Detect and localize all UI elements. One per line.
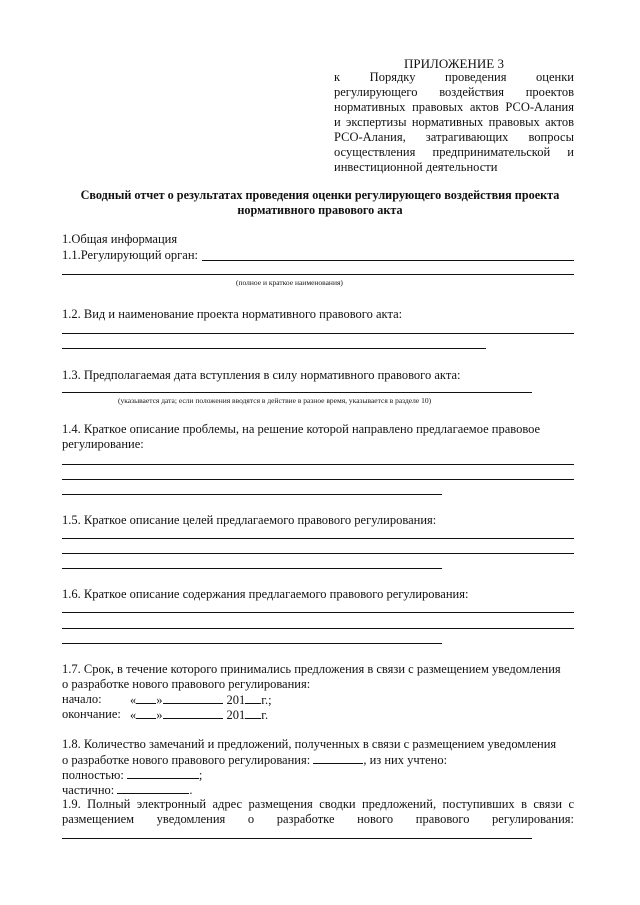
comments-text: о разработке нового правового регулирования: bbox=[62, 753, 311, 767]
year-blank[interactable] bbox=[245, 707, 261, 719]
problem-field-3[interactable] bbox=[62, 494, 442, 495]
address-label-1: 1.9. Полный электронный адрес размещения сводки предложений, поступивших в связи с bbox=[62, 797, 574, 811]
content-field-2[interactable] bbox=[62, 628, 574, 629]
goals-field-3[interactable] bbox=[62, 568, 442, 569]
goals-label: 1.5. Краткое описание целей предлагаемого правового регулирования: bbox=[62, 513, 437, 527]
year-blank[interactable] bbox=[245, 692, 261, 704]
quote-close: » bbox=[156, 693, 163, 707]
full-count-blank[interactable] bbox=[127, 767, 199, 779]
appendix-line: к Порядку проведения оценки bbox=[334, 70, 574, 84]
address-label-2: размещением уведомления о разработке нового правового регулирования: bbox=[62, 812, 574, 826]
quote-open: « bbox=[130, 708, 137, 722]
effective-date-label: 1.3. Предполагаемая дата вступления в силу нормативного правового акта: bbox=[62, 368, 461, 382]
day-blank[interactable] bbox=[136, 707, 156, 719]
appendix-line: нормативных правовых актов РСО-Алания bbox=[334, 100, 574, 114]
quote-close: » bbox=[156, 708, 163, 722]
partial-label: частично: bbox=[62, 783, 115, 797]
period-start-label: начало: bbox=[62, 692, 102, 706]
goals-field-2[interactable] bbox=[62, 553, 574, 554]
period-start-date[interactable] bbox=[130, 692, 272, 708]
goals-field[interactable] bbox=[62, 538, 574, 539]
appendix-line: инвестиционной деятельности bbox=[334, 160, 498, 174]
partial-accepted bbox=[62, 782, 192, 798]
problem-label-1: 1.4. Краткое описание проблемы, на решение которой направлено предлагаемое правовое bbox=[62, 422, 541, 436]
appendix-text bbox=[334, 70, 574, 175]
regulator-field[interactable] bbox=[202, 260, 574, 261]
regulator-caption: (полное и краткое наименования) bbox=[236, 278, 343, 287]
content-field[interactable] bbox=[62, 612, 574, 613]
appendix-line: регулирующего воздействия проектов bbox=[334, 85, 574, 99]
problem-field[interactable] bbox=[62, 464, 574, 465]
partial-count-blank[interactable] bbox=[117, 782, 189, 794]
year-prefix: 201 bbox=[226, 708, 246, 722]
content-field-3[interactable] bbox=[62, 643, 442, 644]
appendix-line: РСО-Алания, затрагивающих вопросы bbox=[334, 130, 574, 144]
period-end-date[interactable] bbox=[130, 707, 268, 723]
appendix-line: и экспертизы нормативных правовых актов bbox=[334, 115, 574, 129]
full-end: ; bbox=[198, 768, 203, 782]
appendix-title: ПРИЛОЖЕНИЕ 3 bbox=[404, 56, 504, 71]
effective-date-caption: (указывается дата; если положения вводятся в действие в разное время, указывается в разделе 10) bbox=[118, 396, 432, 405]
section-general-info: 1.Общая информация bbox=[62, 232, 178, 246]
regulator-field-2[interactable] bbox=[62, 274, 574, 275]
project-type-field[interactable] bbox=[62, 333, 574, 334]
report-heading-line1: Сводный отчет о результатах проведения оценки регулирующего воздействия проекта bbox=[80, 188, 560, 202]
effective-date-field[interactable] bbox=[62, 392, 532, 393]
period-label-2: о разработке нового правового регулирования: bbox=[62, 677, 311, 691]
full-accepted bbox=[62, 767, 202, 783]
regulator-label: 1.1.Регулирующий орган: bbox=[62, 248, 198, 262]
content-label: 1.6. Краткое описание содержания предлагаемого правового регулирования: bbox=[62, 587, 469, 601]
year-suffix: г.; bbox=[261, 693, 272, 707]
period-label-1: 1.7. Срок, в течение которого принимались предложения в связи с размещением уведомления bbox=[62, 662, 561, 676]
address-field[interactable] bbox=[62, 838, 532, 839]
year-prefix: 201 bbox=[226, 693, 246, 707]
comments-count-blank[interactable] bbox=[313, 752, 363, 764]
year-suffix: г. bbox=[261, 708, 269, 722]
comments-label-1: 1.8. Количество замечаний и предложений, полученных в связи с размещением уведомления bbox=[62, 737, 557, 751]
partial-end: . bbox=[189, 783, 193, 797]
appendix-line: осуществления предпринимательской и bbox=[334, 145, 574, 159]
comments-text-2: , из них учтено: bbox=[363, 753, 448, 767]
period-end-label: окончание: bbox=[62, 707, 121, 721]
problem-field-2[interactable] bbox=[62, 479, 574, 480]
month-blank[interactable] bbox=[163, 707, 223, 719]
comments-label-2 bbox=[62, 752, 447, 768]
full-label: полностью: bbox=[62, 768, 124, 782]
quote-open: « bbox=[130, 693, 137, 707]
problem-label-2: регулирование: bbox=[62, 437, 144, 451]
day-blank[interactable] bbox=[136, 692, 156, 704]
report-heading-line2: нормативного правового акта bbox=[237, 203, 403, 217]
month-blank[interactable] bbox=[163, 692, 223, 704]
project-type-field-2[interactable] bbox=[62, 348, 486, 349]
project-type-label: 1.2. Вид и наименование проекта нормативного правового акта: bbox=[62, 307, 403, 321]
